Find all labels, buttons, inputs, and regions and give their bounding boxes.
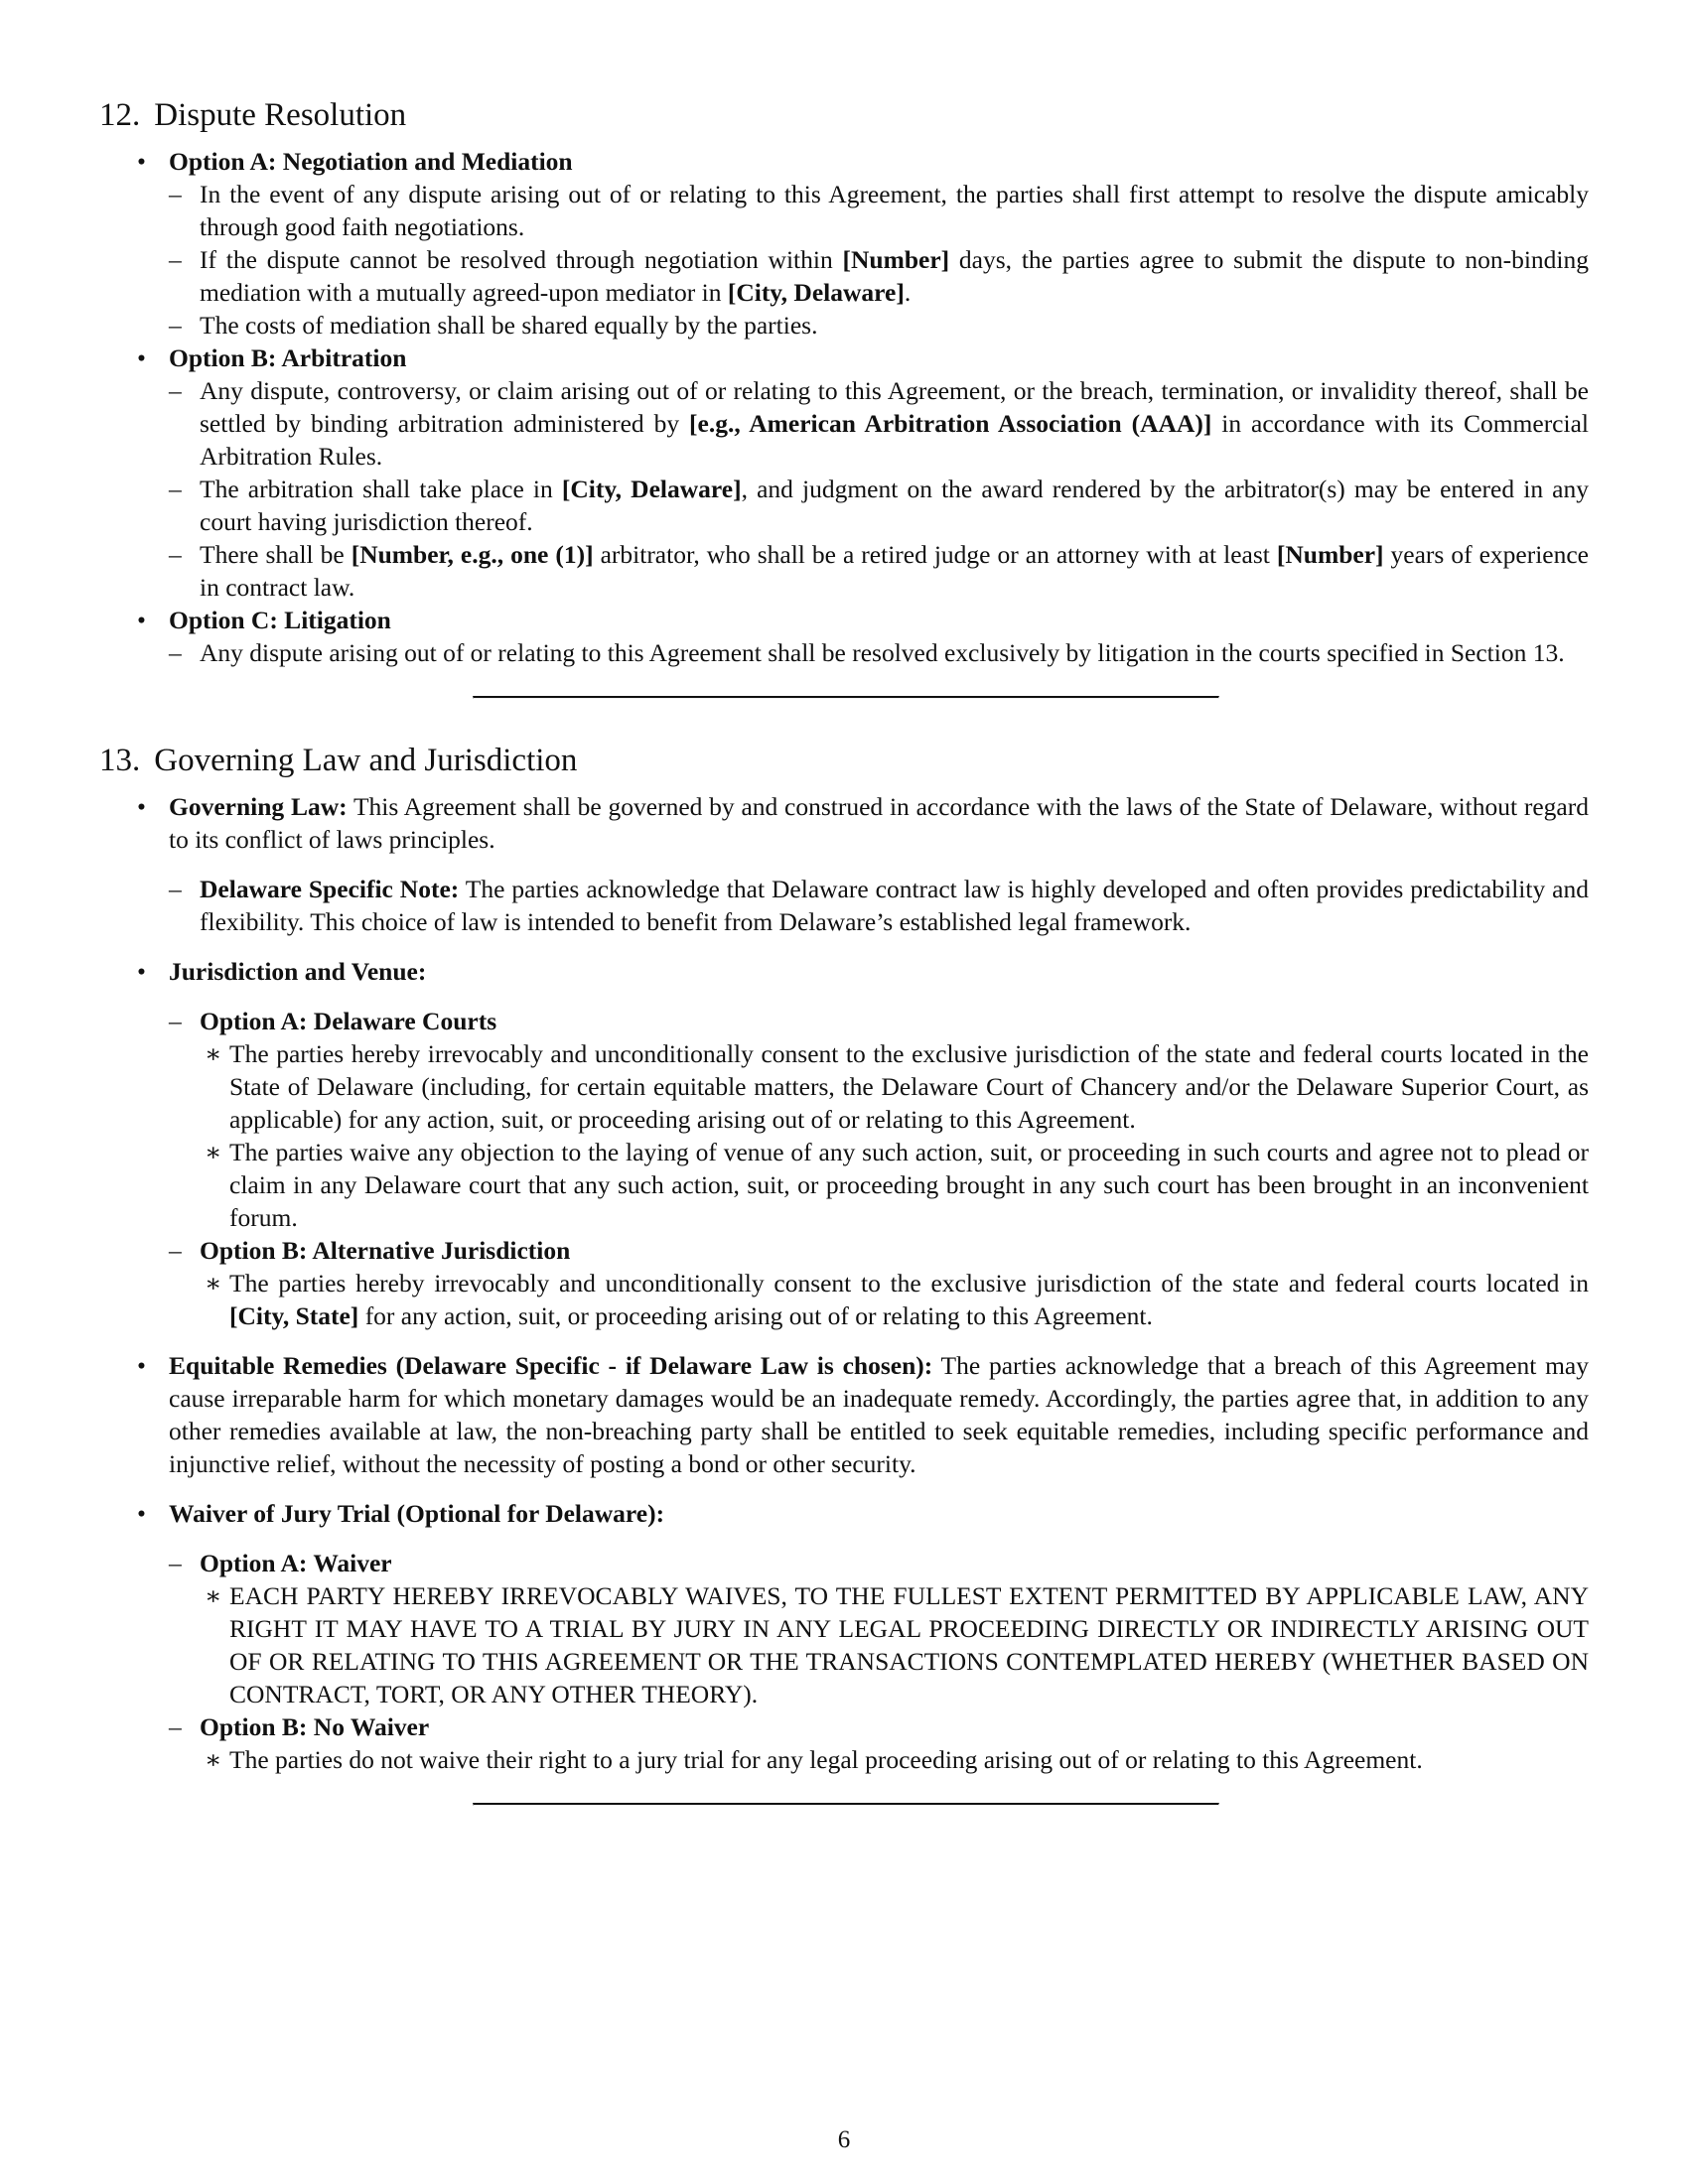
option-a-negotiation: • Option A: Negotiation and Mediation – In the event of any dispute arising out of or relating to this Agreement, the parties shall first attempt to resolve the dispute amicably through good faith negotiations. – If the dispute cannot be resolved through negotiation within [Number] days, the parties agree to submit the dispute to non-binding mediation with a mutually agreed-upon mediator in [City, Delaware]. – The costs of mediation shall be shared equally by the parties. (99, 145, 1589, 341)
option-b-no-waiver: – Option B: No Waiver ∗ The parties do not waive their right to a jury trial for any legal proceeding arising out of or relating to this Agreement. (169, 1710, 1589, 1776)
section-13-heading: 13. Governing Law and Jurisdiction (99, 743, 578, 778)
section-divider (473, 1803, 1219, 1806)
list-item: ∗ The parties hereby irrevocably and unconditionally consent to the exclusive jurisdiction of the state and federal courts located in the State of Delaware (including, for certain equitable matters, the Delaware Court of Chancery and/or the Delaware Superior Court, as applicable) for any action, suit, or proceeding arising out of or relating to this Agreement. (200, 1037, 1589, 1136)
section-13-items (99, 790, 1589, 1776)
section-12-options (99, 145, 1589, 669)
list-item: – The costs of mediation shall be shared equally by the parties. (169, 309, 1589, 341)
option-a-delaware-courts: – Option A: Delaware Courts ∗ The parties hereby irrevocably and unconditionally consent to the exclusive jurisdiction of the state and federal courts located in the State of Delaware (including, for certain equitable matters, the Delaware Court of Chancery and/or the Delaware Superior Court, as applicable) for any action, suit, or proceeding arising out of or relating to this Agreement. ∗ The parties waive any objection to the laying of venue of any such action, suit, or proceeding in such courts and agree not to plead or claim in any Delaware court that any such action, suit, or proceeding brought in any such court has been brought in an inconvenient forum. (169, 1005, 1589, 1234)
list-item: – In the event of any dispute arising out of or relating to this Agreement, the parties shall first attempt to resolve the dispute amicably through good faith negotiations. (169, 178, 1589, 243)
list-item: – There shall be [Number, e.g., one (1)] arbitrator, who shall be a retired judge or an attorney with at least [Number] years of experience in contract law. (169, 538, 1589, 604)
section-divider (473, 696, 1219, 699)
list-item: ∗ EACH PARTY HEREBY IRREVOCABLY WAIVES, TO THE FULLEST EXTENT PERMITTED BY APPLICABLE LAW, ANY RIGHT IT MAY HAVE TO A TRIAL BY JURY IN ANY LEGAL PROCEEDING DIRECTLY OR INDIRECTLY ARISING OUT OF OR RELATING TO THIS AGREEMENT OR THE TRANSACTIONS CONTEMPLATED HEREBY (WHETHER BASED ON CONTRACT, TORT, OR ANY OTHER THEORY). (200, 1579, 1589, 1710)
page-number: 6 (837, 2126, 851, 2153)
option-b-alternative-jurisdiction: – Option B: Alternative Jurisdiction ∗ The parties hereby irrevocably and unconditionally consent to the exclusive jurisdiction of the state and federal courts located in [City, State] for any action, suit, or proceeding arising out of or relating to this Agreement. (169, 1234, 1589, 1332)
list-item: – If the dispute cannot be resolved through negotiation within [Number] days, the parties agree to submit the dispute to non-binding mediation with a mutually agreed-upon mediator in [City, Delaware]. (169, 243, 1589, 309)
waiver-of-jury-trial: • Waiver of Jury Trial (Optional for Delaware): – Option A: Waiver ∗ EACH PARTY HEREBY IRREVOCABLY WAIVES, TO THE FULLEST EXTENT PERMITTED BY APPLICABLE LAW, ANY RIGHT IT MAY HAVE TO A TRIAL BY JURY IN ANY LEGAL PROCEEDING DIRECTLY OR INDIRECTLY ARISING OUT OF OR RELATING TO THIS AGREEMENT OR THE TRANSACTIONS CONTEMPLATED HEREBY (WHETHER BASED ON CONTRACT, TORT, OR ANY OTHER THEORY). – Option B: No Waiver ∗ The parties do not waive their right to a jury trial for any legal proceeding arising out of or relating to this Agreement. (99, 1497, 1589, 1776)
delaware-note: – Delaware Specific Note: The parties acknowledge that Delaware contract law is highly developed and often provides predictability and flexibility. This choice of law is intended to benefit from Delaware’s established legal framework. (169, 873, 1589, 938)
option-a-waiver: – Option A: Waiver ∗ EACH PARTY HEREBY IRREVOCABLY WAIVES, TO THE FULLEST EXTENT PERMITTED BY APPLICABLE LAW, ANY RIGHT IT MAY HAVE TO A TRIAL BY JURY IN ANY LEGAL PROCEEDING DIRECTLY OR INDIRECTLY ARISING OUT OF OR RELATING TO THIS AGREEMENT OR THE TRANSACTIONS CONTEMPLATED HEREBY (WHETHER BASED ON CONTRACT, TORT, OR ANY OTHER THEORY). (169, 1547, 1589, 1710)
option-b-arbitration: • Option B: Arbitration – Any dispute, controversy, or claim arising out of or relating to this Agreement, or the breach, termination, or invalidity thereof, shall be settled by binding arbitration administered by [e.g., American Arbitration Association (AAA)] in accordance with its Commercial Arbitration Rules. – The arbitration shall take place in [City, Delaware], and judgment on the award rendered by the arbitrator(s) may be entered in any court having jurisdiction thereof. – There shall be [Number, e.g., one (1)] arbitrator, who shall be a retired judge or an attorney with at least [Number] years of experience in contract law. (99, 341, 1589, 604)
section-12-heading: 12. Dispute Resolution (99, 97, 407, 133)
list-item: ∗ The parties waive any objection to the laying of venue of any such action, suit, or proceeding in such courts and agree not to plead or claim in any Delaware court that any such action, suit, or proceeding brought in any such court has been brought in an inconvenient forum. (200, 1136, 1589, 1234)
list-item: ∗ The parties do not waive their right to a jury trial for any legal proceeding arising out of or relating to this Agreement. (200, 1743, 1589, 1776)
list-item: – Any dispute arising out of or relating to this Agreement shall be resolved exclusively by litigation in the courts specified in Section 13. (169, 636, 1589, 669)
list-item: – Any dispute, controversy, or claim arising out of or relating to this Agreement, or the breach, termination, or invalidity thereof, shall be settled by binding arbitration administered by [e.g., American Arbitration Association (AAA)] in accordance with its Commercial Arbitration Rules. (169, 374, 1589, 473)
list-item: ∗ The parties hereby irrevocably and unconditionally consent to the exclusive jurisdiction of the state and federal courts located in [City, State] for any action, suit, or proceeding arising out of or relating to this Agreement. (200, 1267, 1589, 1332)
list-item: – The arbitration shall take place in [City, Delaware], and judgment on the award rendered by the arbitrator(s) may be entered in any court having jurisdiction thereof. (169, 473, 1589, 538)
equitable-remedies: • Equitable Remedies (Delaware Specific - if Delaware Law is chosen): The parties acknowledge that a breach of this Agreement may cause irreparable harm for which monetary damages would be an inadequate remedy. Accordingly, the parties agree that, in addition to any other remedies available at law, the non-breaching party shall be entitled to seek equitable remedies, including specific performance and injunctive relief, without the necessity of posting a bond or other security. (99, 1349, 1589, 1480)
governing-law: • Governing Law: This Agreement shall be governed by and construed in accordance with the laws of the State of Delaware, without regard to its conflict of laws principles. – Delaware Specific Note: The parties acknowledge that Delaware contract law is highly developed and often provides predictability and flexibility. This choice of law is intended to benefit from Delaware’s established legal framework. (99, 790, 1589, 938)
document-page (99, 95, 1589, 1806)
option-c-litigation: • Option C: Litigation – Any dispute arising out of or relating to this Agreement shall be resolved exclusively by litigation in the courts specified in Section 13. (99, 604, 1589, 669)
jurisdiction-and-venue: • Jurisdiction and Venue: – Option A: Delaware Courts ∗ The parties hereby irrevocably and unconditionally consent to the exclusive jurisdiction of the state and federal courts located in the State of Delaware (including, for certain equitable matters, the Delaware Court of Chancery and/or the Delaware Superior Court, as applicable) for any action, suit, or proceeding arising out of or relating to this Agreement. ∗ The parties waive any objection to the laying of venue of any such action, suit, or proceeding in such courts and agree not to plead or claim in any Delaware court that any such action, suit, or proceeding brought in any such court has been brought in an inconvenient forum. – Option B: Alternative Jurisdiction ∗ The parties hereby irrevocably and unconditionally consent to the exclusive jurisdiction of the state and federal courts located in [City, State] for any action, suit, or proceeding arising out of or relating to this Agreement. (99, 955, 1589, 1332)
